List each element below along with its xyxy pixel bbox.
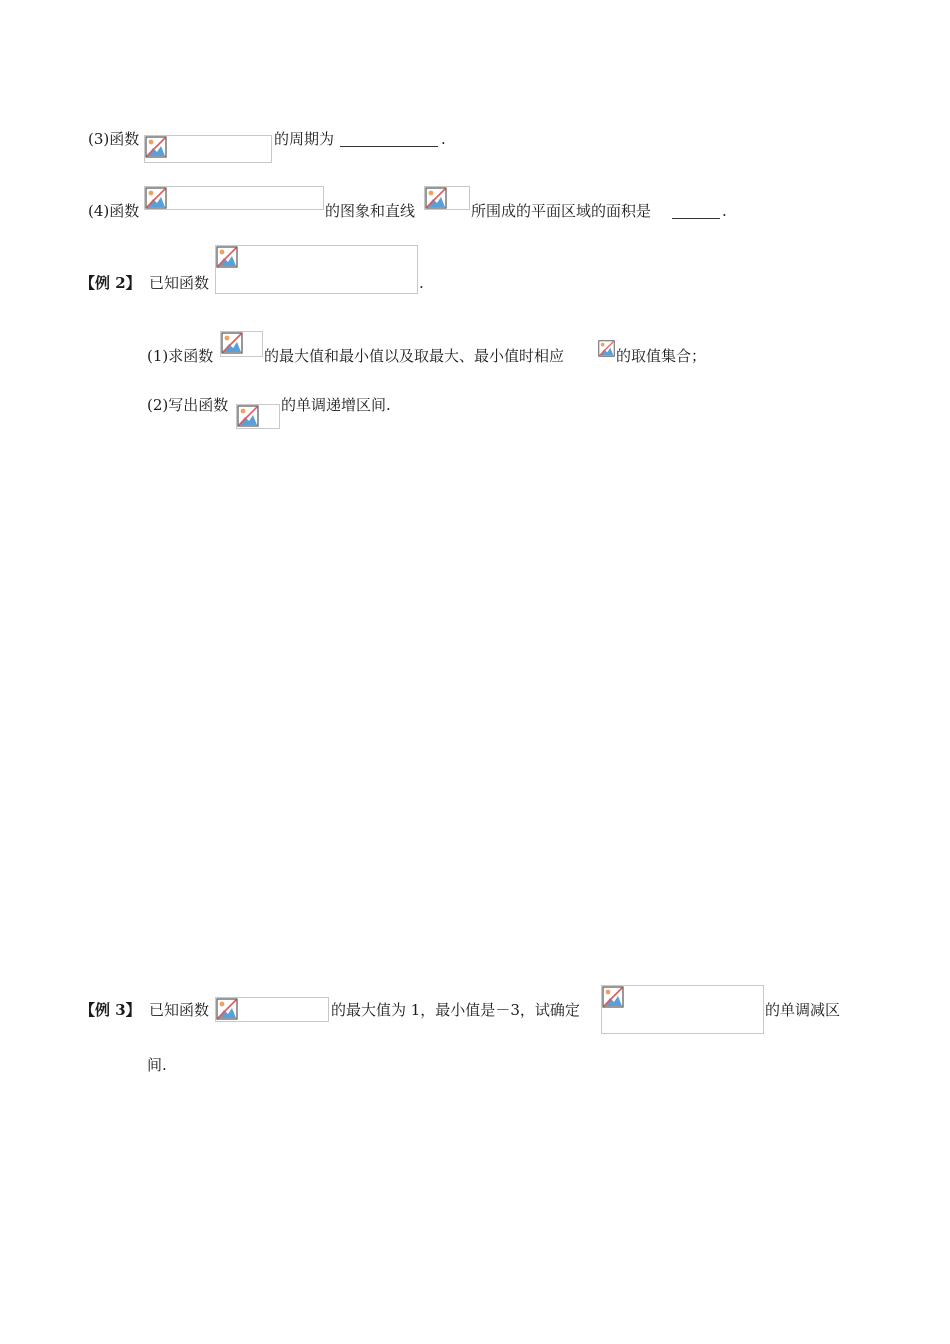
q4-text-mid2: 所围成的平面区域的面积是 — [471, 202, 652, 220]
ex2-part1-text-end: 的取值集合； — [616, 347, 707, 365]
broken-image-icon — [221, 332, 243, 354]
formula-image-ex2-part2-function — [236, 404, 280, 429]
formula-image-ex3-target-function — [601, 985, 764, 1034]
example-2-lead: 已知函数 — [149, 274, 210, 292]
q4-period: . — [722, 202, 727, 220]
formula-image-q4-function — [144, 186, 324, 210]
example-3-text-wrap: 间. — [147, 1056, 167, 1074]
example-3-text-mid: 的最大值为 1，最小值是－3，试确定 — [331, 1001, 580, 1019]
formula-image-ex3-function — [215, 997, 329, 1022]
broken-image-icon — [602, 986, 624, 1008]
ex2-part2-text-end: 的单调递增区间. — [281, 396, 391, 414]
formula-image-ex2-part1-variable — [598, 339, 615, 358]
formula-image-q3 — [144, 135, 272, 163]
q3-answer-blank[interactable] — [340, 146, 438, 147]
example-3-text-end: 的单调减区 — [765, 1001, 841, 1019]
ex2-part2-label: (2)写出函数 — [147, 396, 229, 414]
example-3-lead: 已知函数 — [149, 1001, 210, 1019]
broken-image-icon — [216, 246, 238, 268]
q4-answer-blank[interactable] — [672, 218, 720, 219]
formula-image-q4-line — [424, 186, 470, 210]
broken-image-icon — [598, 339, 615, 358]
formula-image-ex2-part1-function — [220, 331, 263, 357]
example-2-tag: 【例 2】 — [80, 274, 141, 292]
ex2-part1-text-mid: 的最大值和最小值以及取最大、最小值时相应 — [264, 347, 565, 365]
q3-text-after: 的周期为 — [274, 130, 335, 148]
broken-image-icon — [237, 405, 259, 427]
q3-label: (3)函数 — [88, 130, 140, 148]
example-3-tag: 【例 3】 — [80, 1001, 141, 1019]
broken-image-icon — [425, 187, 447, 209]
broken-image-icon — [145, 187, 167, 209]
q4-label: (4)函数 — [88, 202, 140, 220]
broken-image-icon — [216, 998, 238, 1020]
q3-period: . — [441, 130, 446, 148]
q4-text-mid1: 的图象和直线 — [325, 202, 416, 220]
formula-image-ex2-function — [215, 245, 418, 294]
ex2-part1-label: (1)求函数 — [147, 347, 214, 365]
broken-image-icon — [145, 136, 167, 158]
example-2-period: . — [419, 274, 424, 292]
